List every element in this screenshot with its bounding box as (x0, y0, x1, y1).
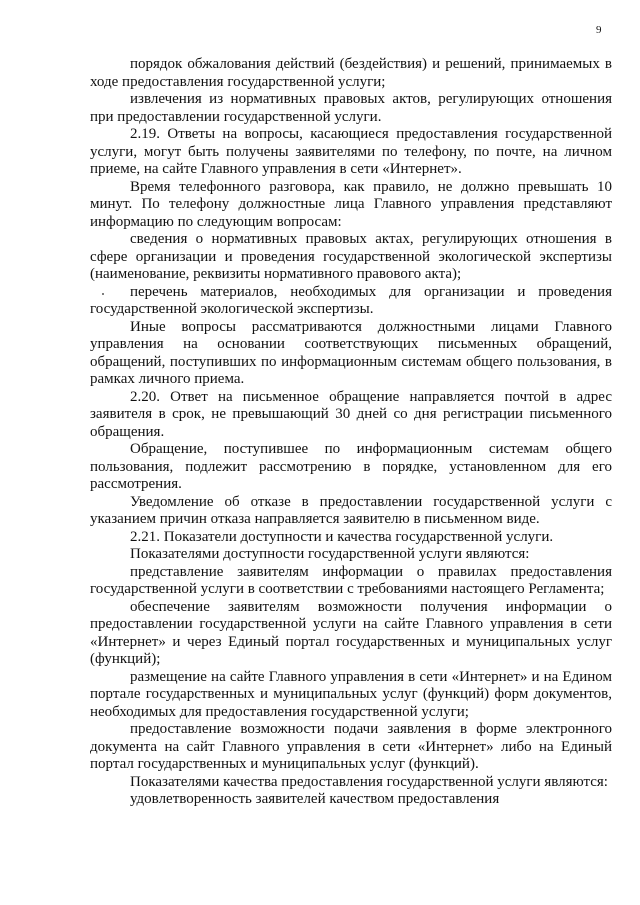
paragraph: порядок обжалования действий (бездействия) и решений, принимаемых в ходе предоставления государственной услуги; (90, 56, 612, 90)
document-body (90, 56, 612, 809)
paragraph: 2.20. Ответ на письменное обращение направляется почтой в адрес заявителя в срок, не превышающий 30 дней со дня регистрации письменного обращения. (90, 388, 612, 440)
paragraph: Иные вопросы рассматриваются должностными лицами Главного управления на основании соответствующих письменных обращений, обращений, поступивших по информационным системам общего пользования, в рамках личного приема. (90, 318, 612, 387)
paragraph: 2.21. Показатели доступности и качества государственной услуги. (130, 528, 554, 545)
paragraph: предоставление возможности подачи заявления в форме электронного документа на сайт Главного управления в сети «Интернет» либо на Единый портал государственных и муниципальных услуг (функций). (90, 721, 612, 772)
paragraph: обеспечение заявителям возможности получения информации о предоставлении государственной услуги на сайте Главного управления в сети «Интернет» и через Единый портал государственных и муниципальных услуг (функций); (90, 598, 612, 667)
paragraph: размещение на сайте Главного управления в сети «Интернет» и на Едином портале государственных и муниципальных услуг (функций) форм документов, необходимых для предоставления государственной услуги; (90, 668, 612, 720)
paragraph: 2.19. Ответы на вопросы, касающиеся предоставления государственной услуги, могут быть получены заявителями по телефону, по почте, на личном приеме, на сайте Главного управления в сети «Интернет». (90, 126, 612, 177)
paragraph: Уведомление об отказе в предоставлении государственной услуги с указанием причин отказа направляется заявителю в письменном виде. (90, 493, 612, 527)
paragraph: Показателями доступности государственной услуги являются: (130, 546, 530, 562)
page-number: 9 (596, 24, 602, 36)
paragraph: извлечения из нормативных правовых актов, регулирующих отношения при предоставлении государственной услуги. (90, 91, 612, 125)
paragraph: Обращение, поступившее по информационным системам общего пользования, подлежит рассмотрению в порядке, установленном для его рассмотрения. (90, 441, 612, 492)
paragraph: удовлетворенность заявителей качеством предоставления (130, 791, 500, 807)
paragraph: сведения о нормативных правовых актах, регулирующих отношения в сфере организации и проведения государственной экологической экспертизы (наименование, реквизиты нормативного правового акта); (90, 231, 612, 282)
paragraph: перечень материалов, необходимых для организации и проведения государственной экологической экспертизы. (90, 283, 612, 317)
paragraph: Показателями качества предоставления государственной услуги являются: (130, 773, 608, 790)
paragraph: представление заявителям информации о правилах предоставления государственной услуги в соответствии с требованиями настоящего Регламента; (90, 563, 612, 597)
paragraph: Время телефонного разговора, как правило, не должно превышать 10 минут. По телефону должностные лица Главного управления представляют информацию по следующим вопросам: (90, 178, 612, 230)
